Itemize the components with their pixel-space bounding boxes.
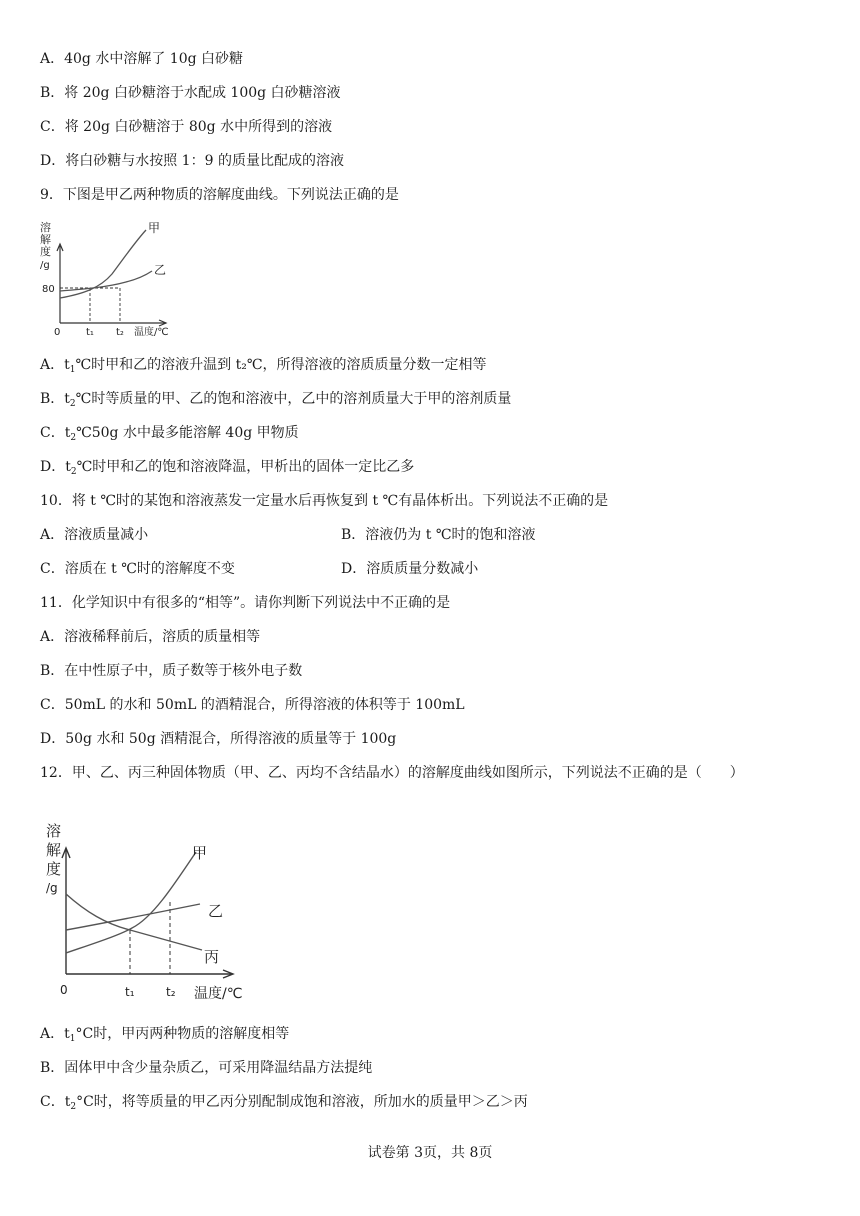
q8-option-b: B．将 20g 白砂糖溶于水配成 100g 白砂糖溶液 [40, 85, 341, 101]
q12-stem: 12．甲、乙、丙三种固体物质（甲、乙、丙均不含结晶水）的溶解度曲线如图所示，下列说法不正确的是（ ） [40, 765, 744, 781]
q9-xlabel: 温度/℃ [134, 327, 169, 338]
q12-yunit: /g [46, 881, 58, 895]
q8-option-d: D．将白砂糖与水按照 1：9 的质量比配成的溶液 [40, 153, 344, 169]
q8-option-c: C．将 20g 白砂糖溶于 80g 水中所得到的溶液 [40, 119, 333, 135]
q12-origin: 0 [60, 983, 68, 997]
q9-solubility-figure [38, 218, 178, 340]
q9-ylabel-3: 度 [40, 245, 51, 258]
q9-option-a: A．$t_1℃$时甲和乙的溶液升温到 t₂℃，所得溶液的溶质质量分数一定相等 [40, 357, 487, 375]
q9-ylabel-1: 溶 [40, 221, 51, 234]
q9-label-jia: 甲 [148, 221, 161, 235]
q11-option-c: C．50mL 的水和 50mL 的酒精混合，所得溶液的体积等于 100mL [40, 697, 465, 713]
q12-curve-yi [66, 904, 200, 930]
q12-ylabel-2: 解 [46, 841, 62, 859]
q9-t1: t₁ [86, 327, 94, 338]
q9-label-yi: 乙 [154, 263, 167, 277]
q9-option-b: B．$t_2℃$时等质量的甲、乙的饱和溶液中，乙中的溶剂质量大于甲的溶剂质量 [40, 391, 512, 409]
q12-option-a: A．$t_1^\circ C$时，甲丙两种物质的溶解度相等 [40, 1026, 290, 1044]
q10-stem: 10．将 t ℃时的某饱和溶液蒸发一定量水后再恢复到 t ℃有晶体析出。下列说法不正确的是 [40, 493, 609, 509]
q9-option-d: D．$t_2℃$时甲和乙的饱和溶液降温，甲析出的固体一定比乙多 [40, 459, 415, 477]
q12-ylabel-3: 度 [46, 860, 62, 878]
q12-label-bing: 丙 [204, 948, 220, 966]
q12-label-yi: 乙 [208, 902, 224, 920]
q10-option-c: C．溶质在 t ℃时的溶解度不变 [40, 561, 235, 577]
q12-t2: t₂ [166, 985, 176, 999]
q10-option-d: D．溶质质量分数减小 [341, 561, 479, 577]
q12-option-b: B．固体甲中含少量杂质乙，可采用降温结晶方法提纯 [40, 1060, 373, 1076]
q9-option-c: C．$t_2℃50g$ 水中最多能溶解 40g 甲物质 [40, 425, 299, 443]
q11-option-b: B．在中性原子中，质子数等于核外电子数 [40, 663, 303, 679]
page-footer: 试卷第 3页，共 8页 [367, 1145, 493, 1161]
q12-label-jia: 甲 [192, 844, 208, 862]
q8-option-a: A．40g 水中溶解了 10g 白砂糖 [40, 51, 244, 67]
q11-option-d: D．50g 水和 50g 酒精混合，所得溶液的质量等于 100g [40, 731, 397, 747]
q11-stem: 11．化学知识中有很多的“相等”。请你判断下列说法中不正确的是 [40, 595, 451, 611]
q9-stem: 9．下图是甲乙两种物质的溶解度曲线。下列说法正确的是 [40, 187, 399, 203]
q12-option-c: C．$t_2^\circ C$时，将等质量的甲乙丙分别配制成饱和溶液，所加水的质量甲＞乙＞丙 [40, 1094, 528, 1112]
q12-curve-bing [66, 894, 202, 950]
q10-option-b: B．溶液仍为 t ℃时的饱和溶液 [341, 527, 536, 543]
q12-ylabel-1: 溶 [46, 822, 62, 840]
q10-option-a: A．溶液质量减小 [40, 527, 149, 543]
q9-yunit: /g [40, 260, 50, 271]
q12-xlabel: 温度/℃ [194, 986, 243, 1002]
q12-solubility-figure [40, 812, 256, 1008]
q9-origin: 0 [54, 327, 61, 338]
q9-ytick-80: 80 [42, 284, 55, 295]
q9-ylabel-2: 解 [40, 233, 51, 246]
q12-t1: t₁ [125, 985, 135, 999]
q9-t2: t₂ [116, 327, 124, 338]
q12-curve-jia [66, 852, 196, 953]
q11-option-a: A．溶液稀释前后，溶质的质量相等 [40, 629, 261, 645]
